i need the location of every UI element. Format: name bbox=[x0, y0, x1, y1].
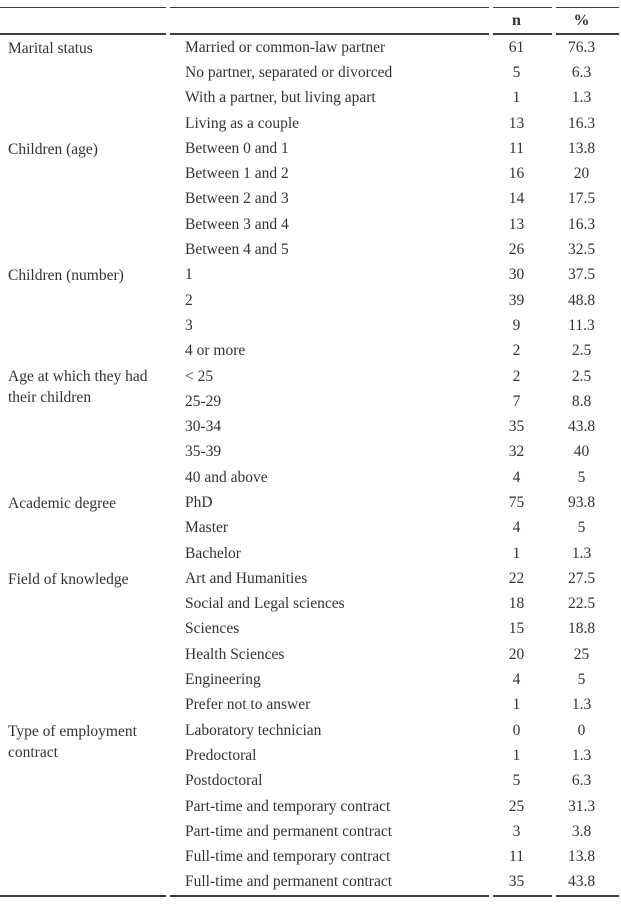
percent-value-cell: 11.3 bbox=[568, 316, 595, 334]
n-value-cell: 20 bbox=[508, 645, 525, 663]
n-value-cell: 5 bbox=[512, 772, 521, 790]
n-value-cell: 4 bbox=[512, 671, 521, 689]
row-label-cell: PhD bbox=[185, 493, 213, 511]
table-row bbox=[0, 490, 619, 515]
n-value-cell: 61 bbox=[508, 38, 525, 56]
n-value-cell: 13 bbox=[508, 114, 525, 132]
n-value-cell: 35 bbox=[508, 418, 525, 436]
percent-value-cell: 5 bbox=[577, 468, 586, 486]
percent-value-cell: 2.5 bbox=[571, 342, 592, 360]
table-row bbox=[0, 263, 619, 288]
row-label-cell: Full-time and temporary contract bbox=[185, 848, 391, 866]
row-label-cell: Living as a couple bbox=[185, 114, 300, 132]
percent-value-cell: 17.5 bbox=[567, 190, 596, 208]
row-label-cell: 35-39 bbox=[185, 443, 222, 461]
n-value-cell: 16 bbox=[508, 165, 525, 183]
n-value-cell: 25 bbox=[508, 797, 525, 815]
category-cell: Children (number) bbox=[8, 267, 124, 285]
n-value-cell: 30 bbox=[508, 266, 525, 284]
row-label-cell: 30-34 bbox=[185, 418, 222, 436]
row-label-cell: Engineering bbox=[185, 671, 261, 689]
n-value-cell: 39 bbox=[508, 291, 525, 309]
row-label-cell: Full-time and permanent contract bbox=[170, 870, 489, 897]
row-label-cell: Between 4 and 5 bbox=[185, 241, 289, 259]
category-cell: Type of employment contract bbox=[0, 718, 166, 897]
percent-value-cell: 1.3 bbox=[571, 89, 592, 107]
row-label-cell: Between 0 and 1 bbox=[185, 139, 289, 157]
percent-value-cell: 6.3 bbox=[571, 63, 592, 81]
n-value-cell: 1 bbox=[512, 544, 521, 562]
n-value-cell: 4 bbox=[512, 519, 521, 537]
row-label-cell: Married or common-law partner bbox=[185, 38, 386, 56]
percent-value-cell: 27.5 bbox=[567, 569, 596, 587]
category-cell: Age at which they had their children bbox=[8, 368, 148, 407]
percent-value-cell: 13.8 bbox=[567, 848, 596, 866]
header-percent: % bbox=[556, 7, 619, 35]
percent-value-cell: 31.3 bbox=[567, 797, 596, 815]
percent-value-cell: 16.3 bbox=[567, 114, 596, 132]
table-body bbox=[0, 35, 619, 897]
row-label-cell: Prefer not to answer bbox=[185, 696, 311, 714]
n-value-cell: 1 bbox=[512, 696, 521, 714]
n-value-cell: 2 bbox=[512, 367, 521, 385]
percent-value-cell: 1.3 bbox=[571, 544, 592, 562]
row-label-cell: Art and Humanities bbox=[185, 569, 308, 587]
table-row bbox=[0, 566, 619, 591]
n-value-cell: 7 bbox=[512, 392, 521, 410]
percent-value-cell: 2.5 bbox=[571, 367, 592, 385]
row-label-cell: Social and Legal sciences bbox=[185, 595, 345, 613]
percent-value-cell: 43.8 bbox=[556, 870, 619, 897]
n-value-cell: 4 bbox=[512, 468, 521, 486]
n-value-cell: 5 bbox=[512, 63, 521, 81]
percent-value-cell: 93.8 bbox=[567, 493, 596, 511]
category-cell: Marital status bbox=[8, 39, 93, 57]
n-value-cell: 1 bbox=[512, 89, 521, 107]
n-value-cell: 15 bbox=[508, 620, 525, 638]
row-label-cell: Master bbox=[185, 519, 229, 537]
row-label-cell: < 25 bbox=[185, 367, 214, 385]
n-value-cell: 11 bbox=[509, 139, 524, 157]
category-cell: Academic degree bbox=[8, 494, 117, 512]
row-label-cell: 2 bbox=[185, 291, 193, 309]
row-label-cell: Bachelor bbox=[185, 544, 241, 562]
percent-value-cell: 76.3 bbox=[567, 38, 596, 56]
demographics-table bbox=[0, 7, 621, 897]
row-label-cell: No partner, separated or divorced bbox=[185, 63, 393, 81]
row-label-cell: 3 bbox=[185, 316, 193, 334]
n-value-cell: 13 bbox=[508, 215, 525, 233]
n-value-cell: 18 bbox=[508, 595, 525, 613]
percent-value-cell: 16.3 bbox=[567, 215, 596, 233]
percent-value-cell: 22.5 bbox=[567, 595, 596, 613]
percent-value-cell: 8.8 bbox=[571, 392, 592, 410]
percent-value-cell: 13.8 bbox=[567, 139, 596, 157]
row-label-cell: Between 3 and 4 bbox=[185, 215, 289, 233]
n-value-cell: 75 bbox=[508, 493, 525, 511]
n-value-cell: 32 bbox=[508, 443, 525, 461]
n-value-cell: 26 bbox=[508, 241, 525, 259]
percent-value-cell: 5 bbox=[577, 519, 586, 537]
table-row bbox=[0, 35, 619, 60]
row-label-cell: 1 bbox=[185, 266, 193, 284]
table-row bbox=[0, 364, 619, 389]
row-label-cell: Between 1 and 2 bbox=[185, 165, 289, 183]
category-cell: Children (age) bbox=[8, 140, 98, 158]
table-row bbox=[0, 136, 619, 161]
n-value-cell: 3 bbox=[512, 822, 521, 840]
row-label-cell: Postdoctoral bbox=[185, 772, 263, 790]
n-value-cell: 9 bbox=[512, 316, 521, 334]
percent-value-cell: 6.3 bbox=[571, 772, 592, 790]
percent-value-cell: 1.3 bbox=[571, 746, 592, 764]
row-label-cell: 4 or more bbox=[185, 342, 246, 360]
n-value-cell: 1 bbox=[512, 746, 521, 764]
percent-value-cell: 0 bbox=[577, 721, 586, 739]
header-label-cell bbox=[170, 7, 489, 35]
row-label-cell: 25-29 bbox=[185, 392, 222, 410]
percent-value-cell: 20 bbox=[573, 165, 590, 183]
percent-value-cell: 1.3 bbox=[571, 696, 592, 714]
row-label-cell: With a partner, but living apart bbox=[185, 89, 376, 107]
n-value-cell: 2 bbox=[512, 342, 521, 360]
n-value-cell: 35 bbox=[493, 870, 552, 897]
table-row bbox=[0, 718, 619, 743]
percent-value-cell: 40 bbox=[573, 443, 590, 461]
header-n: n bbox=[493, 7, 552, 35]
percent-value-cell: 48.8 bbox=[567, 291, 596, 309]
percent-value-cell: 37.5 bbox=[567, 266, 596, 284]
header-category-cell bbox=[0, 7, 166, 35]
row-label-cell: 40 and above bbox=[185, 468, 268, 486]
percent-value-cell: 5 bbox=[577, 671, 586, 689]
n-value-cell: 0 bbox=[512, 721, 521, 739]
n-value-cell: 14 bbox=[508, 190, 525, 208]
header-row bbox=[0, 7, 619, 35]
category-cell: Field of knowledge bbox=[8, 570, 129, 588]
row-label-cell: Between 2 and 3 bbox=[185, 190, 289, 208]
n-value-cell: 22 bbox=[508, 569, 525, 587]
percent-value-cell: 25 bbox=[573, 645, 590, 663]
row-label-cell: Health Sciences bbox=[185, 645, 285, 663]
row-label-cell: Laboratory technician bbox=[185, 721, 322, 739]
percent-value-cell: 32.5 bbox=[567, 241, 596, 259]
n-value-cell: 11 bbox=[509, 848, 524, 866]
row-label-cell: Predoctoral bbox=[185, 746, 257, 764]
row-label-cell: Part-time and permanent contract bbox=[185, 822, 393, 840]
row-label-cell: Part-time and temporary contract bbox=[185, 797, 391, 815]
percent-value-cell: 43.8 bbox=[567, 418, 596, 436]
percent-value-cell: 3.8 bbox=[571, 822, 592, 840]
percent-value-cell: 18.8 bbox=[567, 620, 596, 638]
row-label-cell: Sciences bbox=[185, 620, 240, 638]
